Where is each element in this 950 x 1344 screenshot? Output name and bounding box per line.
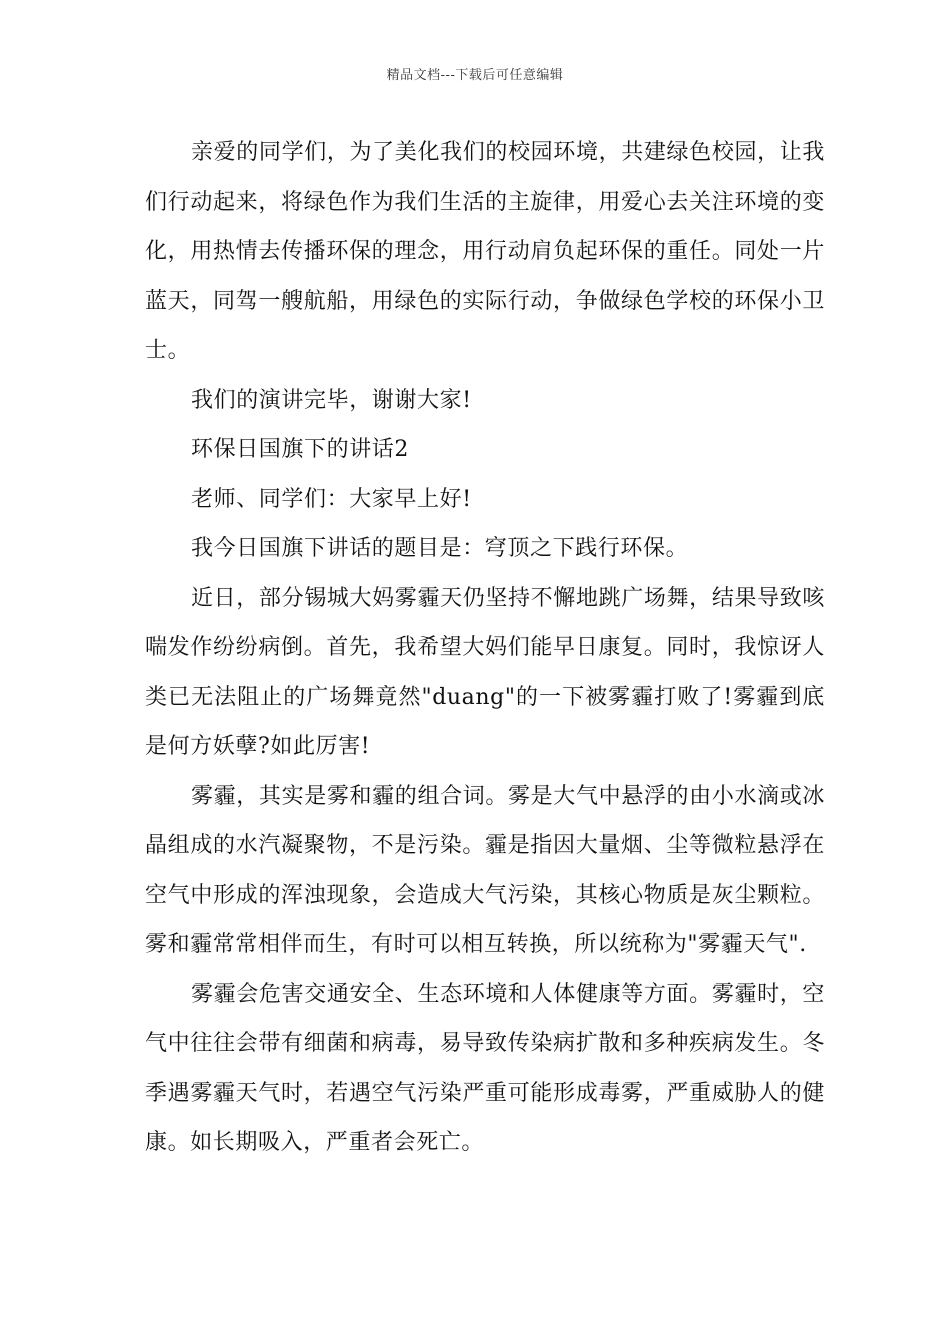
paragraph-smog-harm: 雾霾会危害交通安全、生态环境和人体健康等方面。雾霾时，空气中往往会带有细菌和病毒，易导致传染病扩散和多种疾病发生。冬季遇雾霾天气时，若遇空气污染严重可能形成毒雾，严重威胁人的健康。如长期吸入，严重者会死亡。 [145,981,825,1155]
paragraph-greeting: 老师、同学们：大家早上好! [191,486,472,512]
paragraph-thanks: 我们的演讲完毕，谢谢大家! [191,387,472,413]
page-header: 精品文档---下载后可任意编辑 [386,68,564,83]
paragraph-topic: 我今日国旗下讲话的题目是：穹顶之下践行环保。 [191,536,689,561]
document-body [145,128,825,1168]
section-title: 环保日国旗下的讲话2 [191,437,409,462]
paragraph-closing-appeal: 亲爱的同学们，为了美化我们的校园环境，共建绿色校园，让我们行动起来，将绿色作为我们生活的主旋律，用爱心去关注环境的变化，用热情去传播环保的理念，用行动肩负起环保的重任。同处一片蓝天，同驾一艘航船，用绿色的实际行动，争做绿色学校的环保小卫士。 [145,140,825,363]
paragraph-recent-news: 近日，部分锡城大妈雾霾天仍坚持不懈地跳广场舞，结果导致咳喘发作纷纷病倒。首先，我希望大妈们能早日康复。同时，我惊讶人类已无法阻止的广场舞竟然"duang"的一下被雾霾打败了!雾霾到底是何方妖孽?如此厉害! [145,585,825,759]
paragraph-smog-definition: 雾霾，其实是雾和霾的组合词。雾是大气中悬浮的由小水滴或冰晶组成的水汽凝聚物，不是污染。霾是指因大量烟、尘等微粒悬浮在空气中形成的浑浊现象，会造成大气污染，其核心物质是灰尘颗粒。雾和霾常常相伴而生，有时可以相互转换，所以统称为"雾霾天气". [145,783,825,957]
